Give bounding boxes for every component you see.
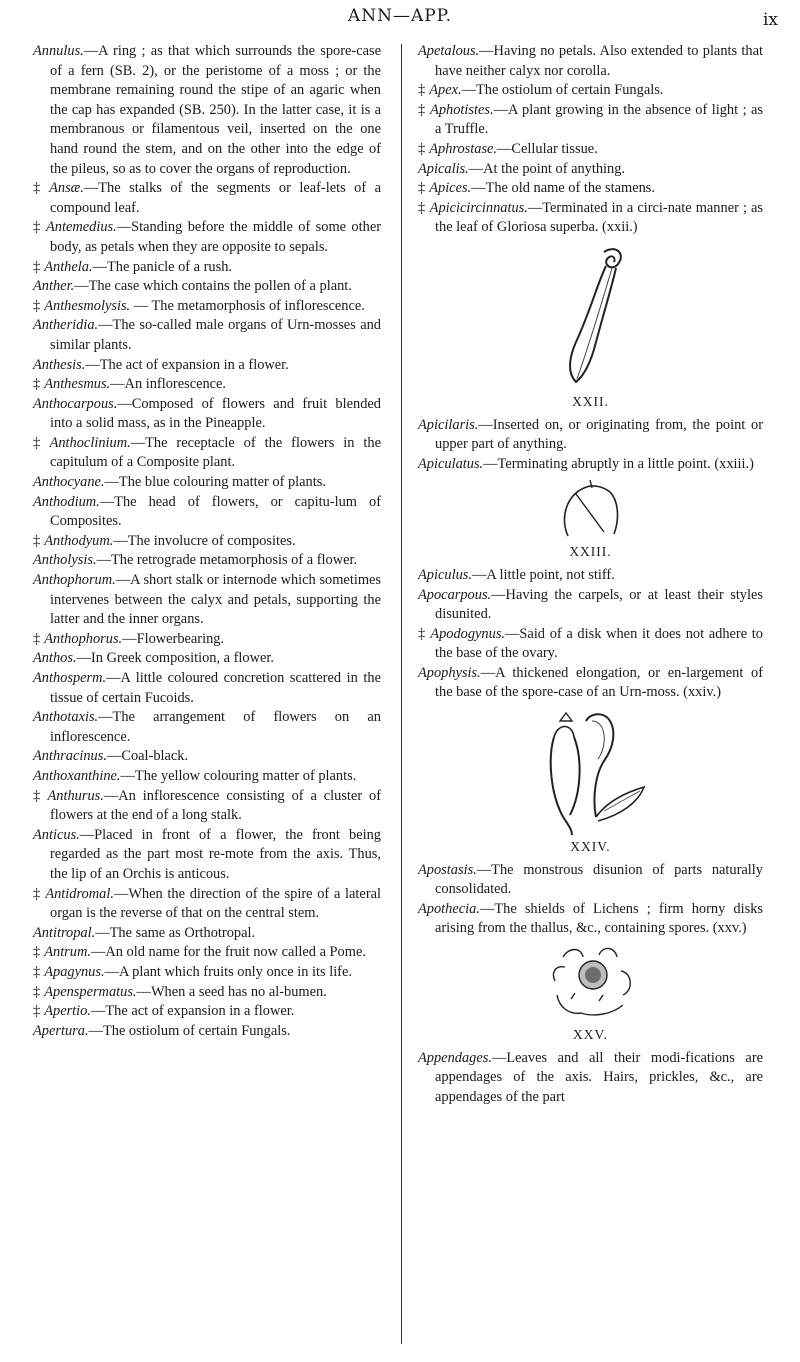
entry-term: Antholysis. (33, 552, 97, 569)
glossary-entry (33, 1002, 381, 1022)
glossary-entry (33, 767, 381, 787)
entry-definition: —Flowerbearing. (122, 630, 225, 647)
entry-term: Apenspermatus. (44, 983, 137, 1000)
glossary-entry (33, 532, 381, 552)
entry-term: Apagynus. (44, 963, 105, 980)
glossary-entry (33, 649, 381, 669)
entry-term: Anther. (33, 278, 75, 295)
dagger-mark: ‡ (418, 101, 427, 118)
entry-definition: —The head of flowers, or capitu-lum of Composites. (50, 493, 381, 530)
entry-definition: —A plant growing in the absence of light ; as a Truffle. (435, 101, 763, 138)
glossary-entry (33, 551, 381, 571)
entry-term: Apertio. (44, 1003, 91, 1020)
moss-capsule-illustration (526, 707, 656, 837)
entry-term: Apostasis. (418, 861, 477, 878)
glossary-entry (33, 316, 381, 355)
page-number: ix (762, 10, 778, 30)
dagger-mark: ‡ (418, 180, 426, 197)
dagger-mark: ‡ (33, 258, 41, 275)
glossary-entry (33, 630, 381, 650)
entry-definition: —The act of expansion in a flower. (90, 1003, 295, 1020)
entry-term: Anthesis. (33, 356, 86, 373)
entry-term: Ansæ. (49, 180, 84, 197)
entry-definition: —The blue colouring matter of plants. (104, 474, 326, 491)
entry-term: Anthesmus. (44, 376, 111, 393)
entry-definition: —Placed in front of a flower, the front being regarded as the part most re-mote from the axis. Thus, the lip of an Orchis is anticous. (50, 826, 381, 882)
entry-definition: —A little coloured concretion scattered in the tissue of certain Fucoids. (50, 670, 381, 706)
entry-term: Anthos. (33, 650, 77, 667)
entry-term: Antheridia. (33, 317, 99, 334)
dagger-mark: ‡ (418, 140, 426, 157)
glossary-entry (33, 179, 381, 218)
glossary-entry (33, 375, 381, 395)
glossary-entry (33, 277, 381, 297)
glossary-entry (418, 625, 763, 664)
entry-definition: —Said of a disk when it does not adhere to the base of the ovary. (435, 625, 763, 662)
glossary-entry (418, 664, 763, 703)
entry-definition: —The old name of the stamens. (471, 180, 656, 197)
glossary-entry (33, 297, 381, 317)
entry-definition: —The arrangement of flowers on an inflorescence. (50, 709, 381, 745)
entry-definition: —The shields of Lichens ; firm horny disks arising from the thallus, &c., containing spores. (xxv.) (435, 900, 763, 937)
entry-definition: —The act of expansion in a flower. (85, 356, 289, 373)
dagger-mark: ‡ (33, 376, 41, 393)
entry-term: Aphrostase. (429, 140, 498, 157)
entry-term: Anthodyum. (44, 532, 114, 549)
lichen-apothecia-illustration (541, 943, 641, 1025)
dagger-mark: ‡ (33, 787, 44, 804)
dagger-mark: ‡ (33, 532, 41, 549)
gloriosa-leaf-illustration (546, 242, 636, 392)
column-divider (401, 44, 402, 1344)
glossary-entry (33, 473, 381, 493)
entry-term: Appendages. (418, 1049, 492, 1066)
glossary-list-right-d (418, 861, 763, 939)
entry-definition: —Terminated in a circi-nate manner ; as the leaf of Gloriosa superba. (xxii.) (435, 199, 763, 236)
glossary-entry (33, 42, 381, 179)
entry-term: Anthracinus. (33, 748, 107, 765)
dagger-mark: ‡ (33, 983, 41, 1000)
entry-definition: —Leaves and all their modi-fications are appendages of the axis. Hairs, prickles, &c., are appendages of the part (435, 1049, 763, 1105)
entry-term: Anthoclinium. (49, 434, 131, 451)
entry-term: Apiculus. (418, 566, 472, 583)
entry-definition: —The so-called male organs of Urn-mosses and similar plants. (50, 317, 381, 353)
glossary-entry (33, 669, 381, 708)
dagger-mark: ‡ (33, 944, 41, 961)
figure-xxv (418, 943, 763, 1045)
entry-term: Anthotaxis. (33, 709, 99, 726)
glossary-entry (33, 395, 381, 434)
glossary-entry (33, 356, 381, 376)
glossary-entry (33, 943, 381, 963)
entry-term: Anthurus. (47, 787, 104, 804)
glossary-entry (33, 1022, 381, 1042)
glossary-entry (33, 571, 381, 630)
entry-definition: —The involucre of composites. (113, 532, 296, 549)
glossary-entry (418, 586, 763, 625)
glossary-entry (418, 179, 763, 199)
glossary-entry (418, 160, 763, 180)
entry-definition: —When the direction of the spire of a lateral organ is the reverse of that on the central stem. (50, 885, 381, 922)
glossary-entry (33, 826, 381, 885)
entry-definition: —An inflorescence. (110, 376, 227, 393)
dagger-mark: ‡ (33, 434, 46, 451)
entry-definition: —Cellular tissue. (497, 140, 598, 157)
dagger-mark: ‡ (33, 180, 46, 197)
entry-term: Apocarpous. (418, 586, 492, 603)
figure-xxiii (418, 478, 763, 562)
entry-term: Antidromal. (45, 885, 114, 902)
glossary-entry (33, 218, 381, 257)
glossary-entry (33, 434, 381, 473)
entry-definition: —The panicle of a rush. (92, 258, 233, 275)
entry-definition: —The yellow colouring matter of plants. (120, 767, 357, 784)
entry-definition: —In Greek composition, a flower. (76, 650, 274, 667)
page-header (0, 6, 800, 36)
entry-term: Aphotistes. (430, 101, 494, 118)
entry-term: Anthophorus. (44, 630, 123, 647)
glossary-entry (418, 81, 763, 101)
glossary-entry (418, 140, 763, 160)
entry-definition: —Coal-black. (106, 748, 189, 765)
glossary-entry (33, 983, 381, 1003)
glossary-entry (418, 416, 763, 455)
entry-term: Anthocyane. (33, 474, 105, 491)
glossary-entry (418, 1049, 763, 1108)
glossary-entry (33, 258, 381, 278)
figure-xxii (418, 242, 763, 412)
entry-definition: —A little point, not stiff. (471, 566, 615, 583)
running-head: ANN—APP. (347, 6, 453, 26)
glossary-list-left (33, 42, 381, 1041)
entry-term: Annulus. (33, 43, 84, 59)
entry-definition: —Having the carpels, or at least their styles disunited. (435, 586, 763, 623)
figure-xxiv (418, 707, 763, 857)
entry-term: Apex. (429, 82, 462, 99)
entry-term: Anthosperm. (33, 670, 107, 686)
entry-term: Anthoxanthine. (33, 767, 121, 784)
left-column (33, 42, 381, 1041)
entry-definition: —The retrograde metamorphosis of a flower. (96, 552, 358, 569)
entry-definition: —Inserted on, or originating from, the point or upper part of anything. (435, 416, 763, 453)
figure-label: XXIV. (570, 839, 611, 855)
entry-term: Anthodium. (33, 493, 100, 510)
entry-term: Anthela. (44, 258, 93, 275)
glossary-entry (418, 101, 763, 140)
entry-definition: —A thickened elongation, or en-largement of the base of the spore-case of an Urn-moss. (xxiv.) (435, 664, 763, 701)
dagger-mark: ‡ (33, 963, 41, 980)
entry-definition: —A plant which fruits only once in its life. (104, 963, 352, 980)
glossary-entry (418, 199, 763, 238)
dagger-mark: ‡ (33, 1003, 41, 1020)
entry-term: Apicilaris. (418, 416, 479, 433)
figure-label: XXV. (573, 1027, 608, 1043)
entry-term: Apiculatus. (418, 455, 484, 472)
glossary-entry (33, 787, 381, 826)
glossary-list-right-c (418, 566, 763, 703)
glossary-list-right-e (418, 1049, 763, 1108)
entry-definition: —At the point of anything. (468, 160, 626, 177)
entry-term: Apertura. (33, 1022, 89, 1039)
entry-term: Anthophorum. (33, 572, 116, 589)
glossary-entry (33, 963, 381, 983)
entry-term: Apicalis. (418, 160, 469, 177)
glossary-list-right-b (418, 416, 763, 475)
glossary-entry (33, 493, 381, 532)
entry-term: Apothecia. (418, 900, 480, 917)
entry-term: Apophysis. (418, 664, 481, 681)
dagger-mark: ‡ (33, 885, 42, 902)
glossary-entry (418, 42, 763, 81)
glossary-entry (33, 924, 381, 944)
entry-definition: —The monstrous disunion of parts naturally consolidated. (435, 861, 763, 898)
entry-definition: —A short stalk or internode which sometimes intervenes between the calyx and petals, supporting the latter and the inner organs. (50, 572, 381, 628)
entry-definition: —Having no petals. Also extended to plants that have neither calyx nor corolla. (435, 43, 763, 79)
entry-term: Antitropal. (33, 924, 96, 941)
entry-term: Apodogynus. (430, 625, 506, 642)
entry-definition: —An old name for the fruit now called a Pome. (90, 944, 366, 961)
apiculate-leaf-illustration (556, 478, 626, 542)
entry-definition: —The ostiolum of certain Fungals. (461, 82, 664, 99)
glossary-entry (418, 566, 763, 586)
entry-definition: —The receptacle of the flowers in the capitulum of a Composite plant. (50, 434, 381, 471)
glossary-entry (418, 455, 763, 475)
entry-definition: —When a seed has no al-bumen. (136, 983, 327, 1000)
entry-term: Anthocarpous. (33, 395, 118, 412)
dagger-mark: ‡ (33, 297, 41, 314)
dagger-mark: ‡ (418, 625, 427, 642)
figure-label: XXIII. (569, 544, 612, 560)
entry-definition: —Terminating abruptly in a little point. (xxiii.) (483, 455, 754, 472)
entry-term: Apices. (429, 180, 472, 197)
entry-definition: — The metamorphosis of inflorescence. (130, 297, 365, 314)
glossary-entry (418, 861, 763, 900)
glossary-entry (418, 900, 763, 939)
entry-definition: —The case which contains the pollen of a plant. (74, 278, 352, 295)
entry-term: Apetalous. (418, 43, 480, 59)
entry-definition: —An inflorescence consisting of a cluster of flowers at the end of a long stalk. (50, 787, 381, 824)
entry-term: Apicicircinnatus. (429, 199, 528, 216)
entry-term: Anticus. (33, 826, 80, 843)
entry-definition: —The same as Orthotropal. (95, 924, 256, 941)
dagger-mark: ‡ (418, 82, 426, 99)
glossary-entry (33, 885, 381, 924)
right-column (418, 42, 763, 1107)
glossary-entry (33, 747, 381, 767)
glossary-list-right-a (418, 42, 763, 238)
dagger-mark: ‡ (33, 630, 41, 647)
dagger-mark: ‡ (418, 199, 426, 216)
entry-definition: —A ring ; as that which surrounds the spore-case of a fern (SB. 2), or the peristome of a moss ; or the membrane remaining round the stipe of an agaric when the cap has expanded (SB. 250). In the latter case, it is a membranous or filamentous veil, inserted on the one hand round the stem, and on the other into the edge of the pileus, so as to cover the organs of reproduction. (50, 43, 381, 177)
entry-definition: —The stalks of the segments or leaf-lets of a compound leaf. (50, 180, 382, 216)
entry-definition: —The ostiolum of certain Fungals. (88, 1022, 291, 1039)
entry-term: Antrum. (44, 944, 91, 961)
entry-term: Anthesmolysis. (44, 297, 131, 314)
entry-definition: —Standing before the middle of some other body, as petals when they are opposite to sepals. (50, 219, 382, 255)
glossary-entry (33, 708, 381, 747)
dagger-mark: ‡ (33, 219, 43, 236)
entry-definition: —Composed of flowers and fruit blended into a solid mass, as in the Pineapple. (50, 395, 381, 432)
figure-label: XXII. (572, 393, 609, 409)
entry-term: Antemedius. (46, 219, 117, 236)
